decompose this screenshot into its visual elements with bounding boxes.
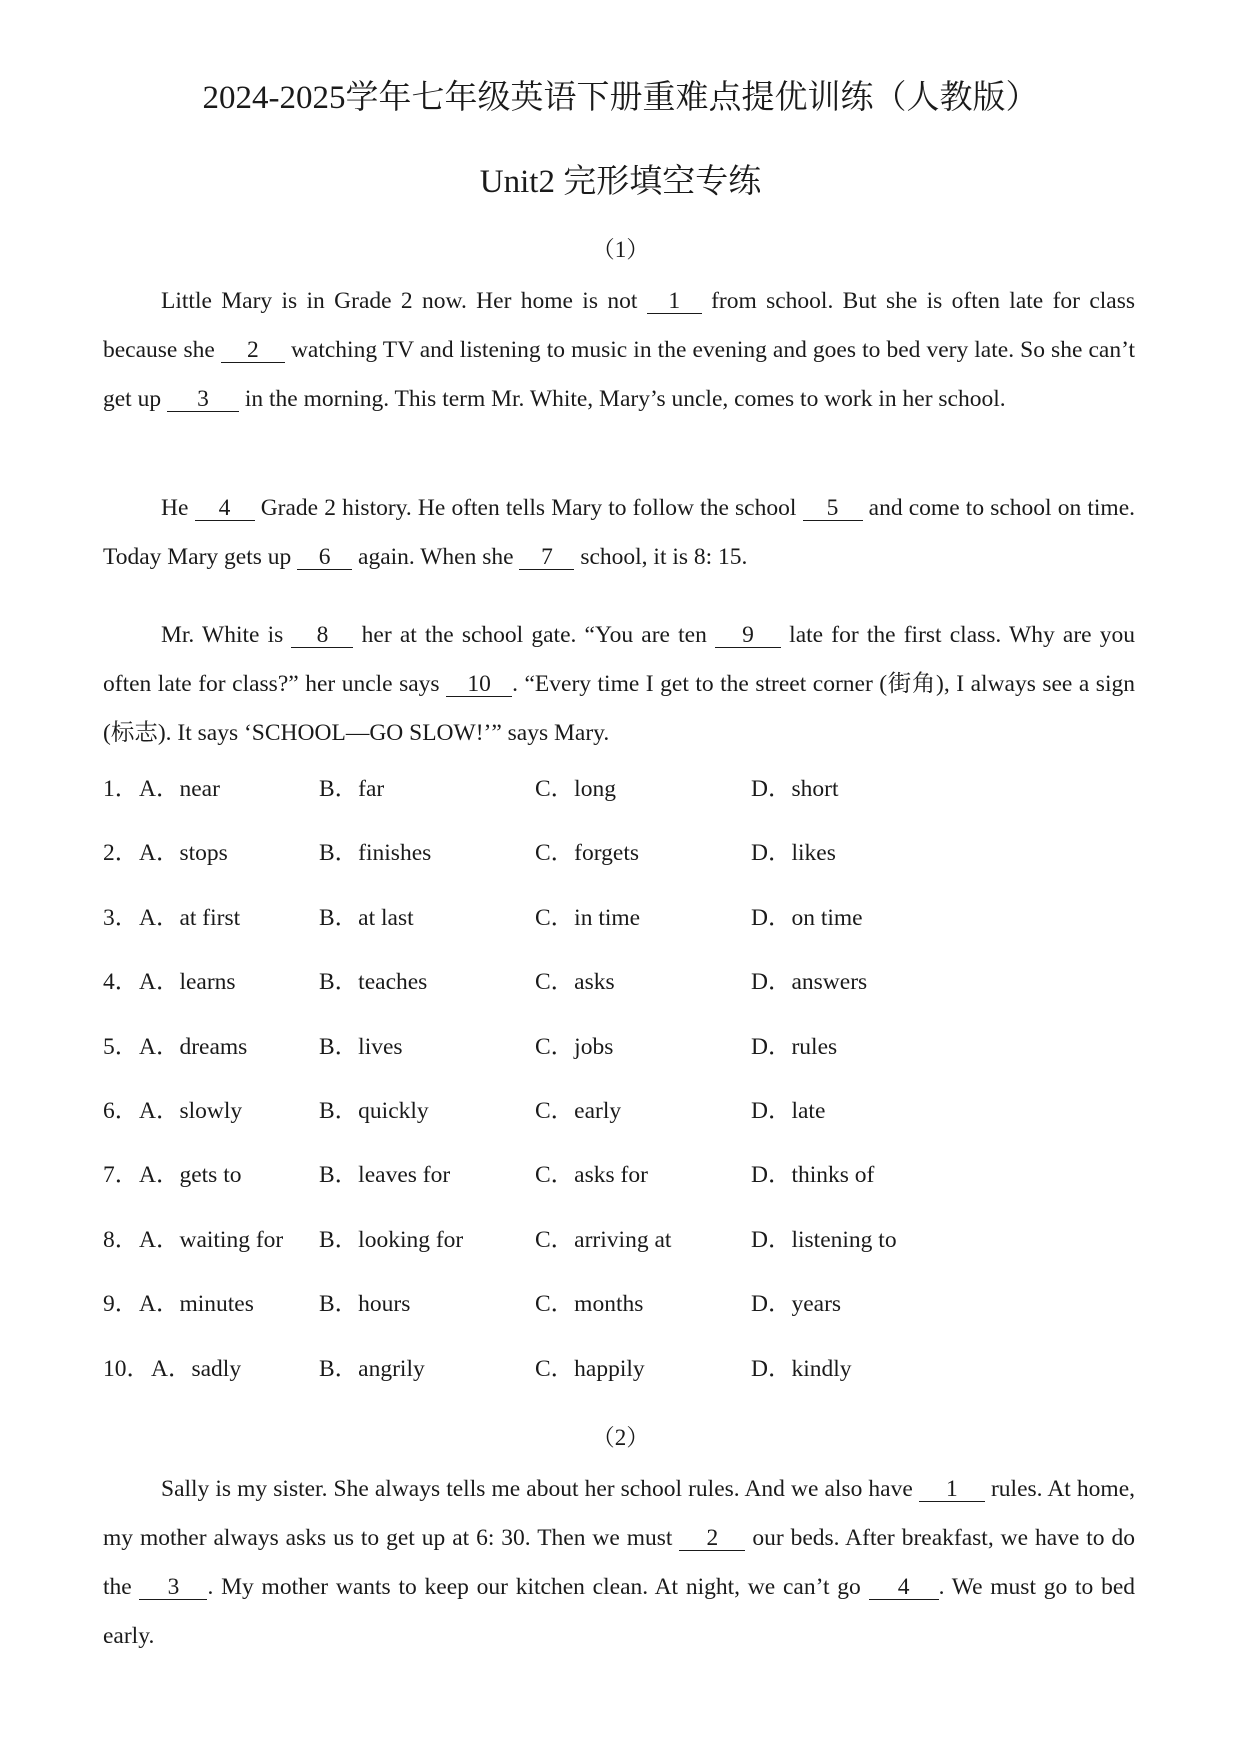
text-run: rules. At home, my mother always asks us to get up at 6: 30. Then we must	[103, 1476, 1135, 1551]
blank-8: 8	[291, 623, 353, 648]
text-run: . My mother wants to keep our kitchen clean. At night, we can’t go	[207, 1574, 869, 1600]
section-2-label: （2）	[591, 1425, 650, 1450]
text-run: from school. But she is often late for class because she	[103, 288, 1136, 363]
text-run: Little Mary is in Grade 2 now. Her home is not	[161, 288, 647, 314]
text-run: again. When she	[352, 544, 520, 570]
blank-9: 9	[715, 623, 781, 648]
option-b: B．hours	[319, 1291, 411, 1318]
option-b: B．leaves for	[319, 1162, 451, 1189]
text-run: Grade 2 history. He often tells Mary to follow the school	[254, 495, 803, 521]
option-d: D．years	[751, 1291, 842, 1318]
option-c: C．months	[535, 1291, 644, 1318]
option-a: A．waiting for	[139, 1226, 284, 1253]
option-c: C．long	[535, 776, 616, 802]
option-a: A．at first	[139, 904, 241, 931]
blank-2-1: 1	[919, 1477, 985, 1502]
option-d: D．rules	[751, 1033, 838, 1060]
blank-2-4: 4	[869, 1575, 939, 1600]
question-number: 5．	[103, 1033, 139, 1060]
text-run: and come to school on time. Today Mary gets up	[103, 495, 1135, 570]
question-number: 1．	[103, 776, 139, 802]
option-d: D．likes	[751, 840, 836, 867]
document-title: 2024-2025学年七年级英语下册重难点提优训练（人教版）	[202, 80, 1039, 116]
option-a: A．sadly	[151, 1355, 242, 1382]
text-run: late for the first class. Why are you often late for class?” her uncle says	[103, 622, 1135, 697]
blank-2-3: 3	[139, 1575, 207, 1600]
option-c: C．happily	[535, 1355, 645, 1382]
text-run: school, it is 8: 15.	[574, 544, 748, 570]
blank-7: 7	[519, 545, 574, 570]
text-run: Sally is my sister. She always tells me about her school rules. And we also have	[161, 1476, 919, 1502]
option-c: C．asks	[535, 969, 615, 996]
blank-1: 1	[647, 289, 702, 314]
blank-10: 10	[446, 672, 512, 697]
question-number: 7．	[103, 1162, 139, 1189]
option-a: A．minutes	[139, 1291, 254, 1318]
blank-6: 6	[297, 545, 352, 570]
question-number: 10．	[103, 1355, 150, 1382]
text-run: watching TV and listening to music in the evening and goes to bed very late. So she can’t get up	[103, 337, 1135, 412]
option-c: C．forgets	[535, 840, 640, 867]
question-number: 2．	[103, 840, 139, 867]
blank-2: 2	[221, 338, 285, 363]
question-number: 4．	[103, 969, 139, 996]
passage-1-paragraph-3	[103, 611, 1135, 758]
option-b: B．lives	[319, 1033, 403, 1060]
option-b: B．angrily	[319, 1355, 425, 1382]
option-d: D．answers	[751, 969, 868, 996]
passage-2-paragraph-1	[103, 1465, 1135, 1661]
option-c: C．arriving at	[535, 1226, 672, 1253]
option-b: B．finishes	[319, 840, 432, 867]
text-run: Mr. White is	[161, 622, 292, 648]
option-b: B．looking for	[319, 1226, 464, 1253]
question-number: 3．	[103, 904, 139, 931]
option-d: D．listening to	[751, 1226, 897, 1253]
option-b: B．teaches	[319, 969, 428, 996]
text-run: her at the school gate. “You are ten	[353, 622, 715, 648]
option-a: A．near	[139, 776, 220, 802]
section-1-label: （1）	[591, 237, 650, 262]
option-a: A．learns	[139, 969, 236, 996]
document-subtitle: Unit2 完形填空专练	[479, 164, 762, 200]
blank-2-2: 2	[679, 1526, 745, 1551]
option-a: A．stops	[139, 840, 228, 867]
text-run: in the morning. This term Mr. White, Mary’s uncle, comes to work in her school.	[238, 386, 1006, 412]
text-run: . “Every time I get to the street corner (街角), I always see a sign (标志). It says ‘SCHOOL—GO SLOW!’” says Mary.	[103, 671, 1135, 746]
option-d: D．late	[751, 1098, 826, 1124]
option-b: B．far	[319, 776, 385, 802]
passage-1-paragraph-1	[103, 277, 1135, 424]
question-number: 6．	[103, 1098, 139, 1124]
text-run: . We must go to bed early.	[103, 1574, 1135, 1649]
option-b: B．quickly	[319, 1098, 429, 1124]
option-c: C．asks for	[535, 1162, 648, 1189]
option-a: A．dreams	[139, 1033, 248, 1060]
blank-5: 5	[803, 496, 863, 521]
text-run: our beds. After breakfast, we have to do the	[103, 1525, 1135, 1600]
option-b: B．at last	[319, 904, 414, 931]
text-run: He	[161, 495, 195, 521]
option-d: D．short	[751, 776, 839, 802]
blank-4: 4	[195, 496, 255, 521]
option-a: A．slowly	[139, 1098, 243, 1124]
option-c: C．jobs	[535, 1033, 614, 1060]
option-d: D．thinks of	[751, 1162, 875, 1189]
option-d: D．on time	[751, 904, 863, 931]
option-d: D．kindly	[751, 1355, 852, 1382]
option-a: A．gets to	[139, 1162, 242, 1189]
passage-1-paragraph-2	[103, 484, 1135, 582]
option-c: C．early	[535, 1098, 622, 1124]
question-number: 9．	[103, 1291, 139, 1318]
question-number: 8．	[103, 1226, 139, 1253]
blank-3: 3	[167, 387, 239, 412]
option-c: C．in time	[535, 904, 641, 931]
